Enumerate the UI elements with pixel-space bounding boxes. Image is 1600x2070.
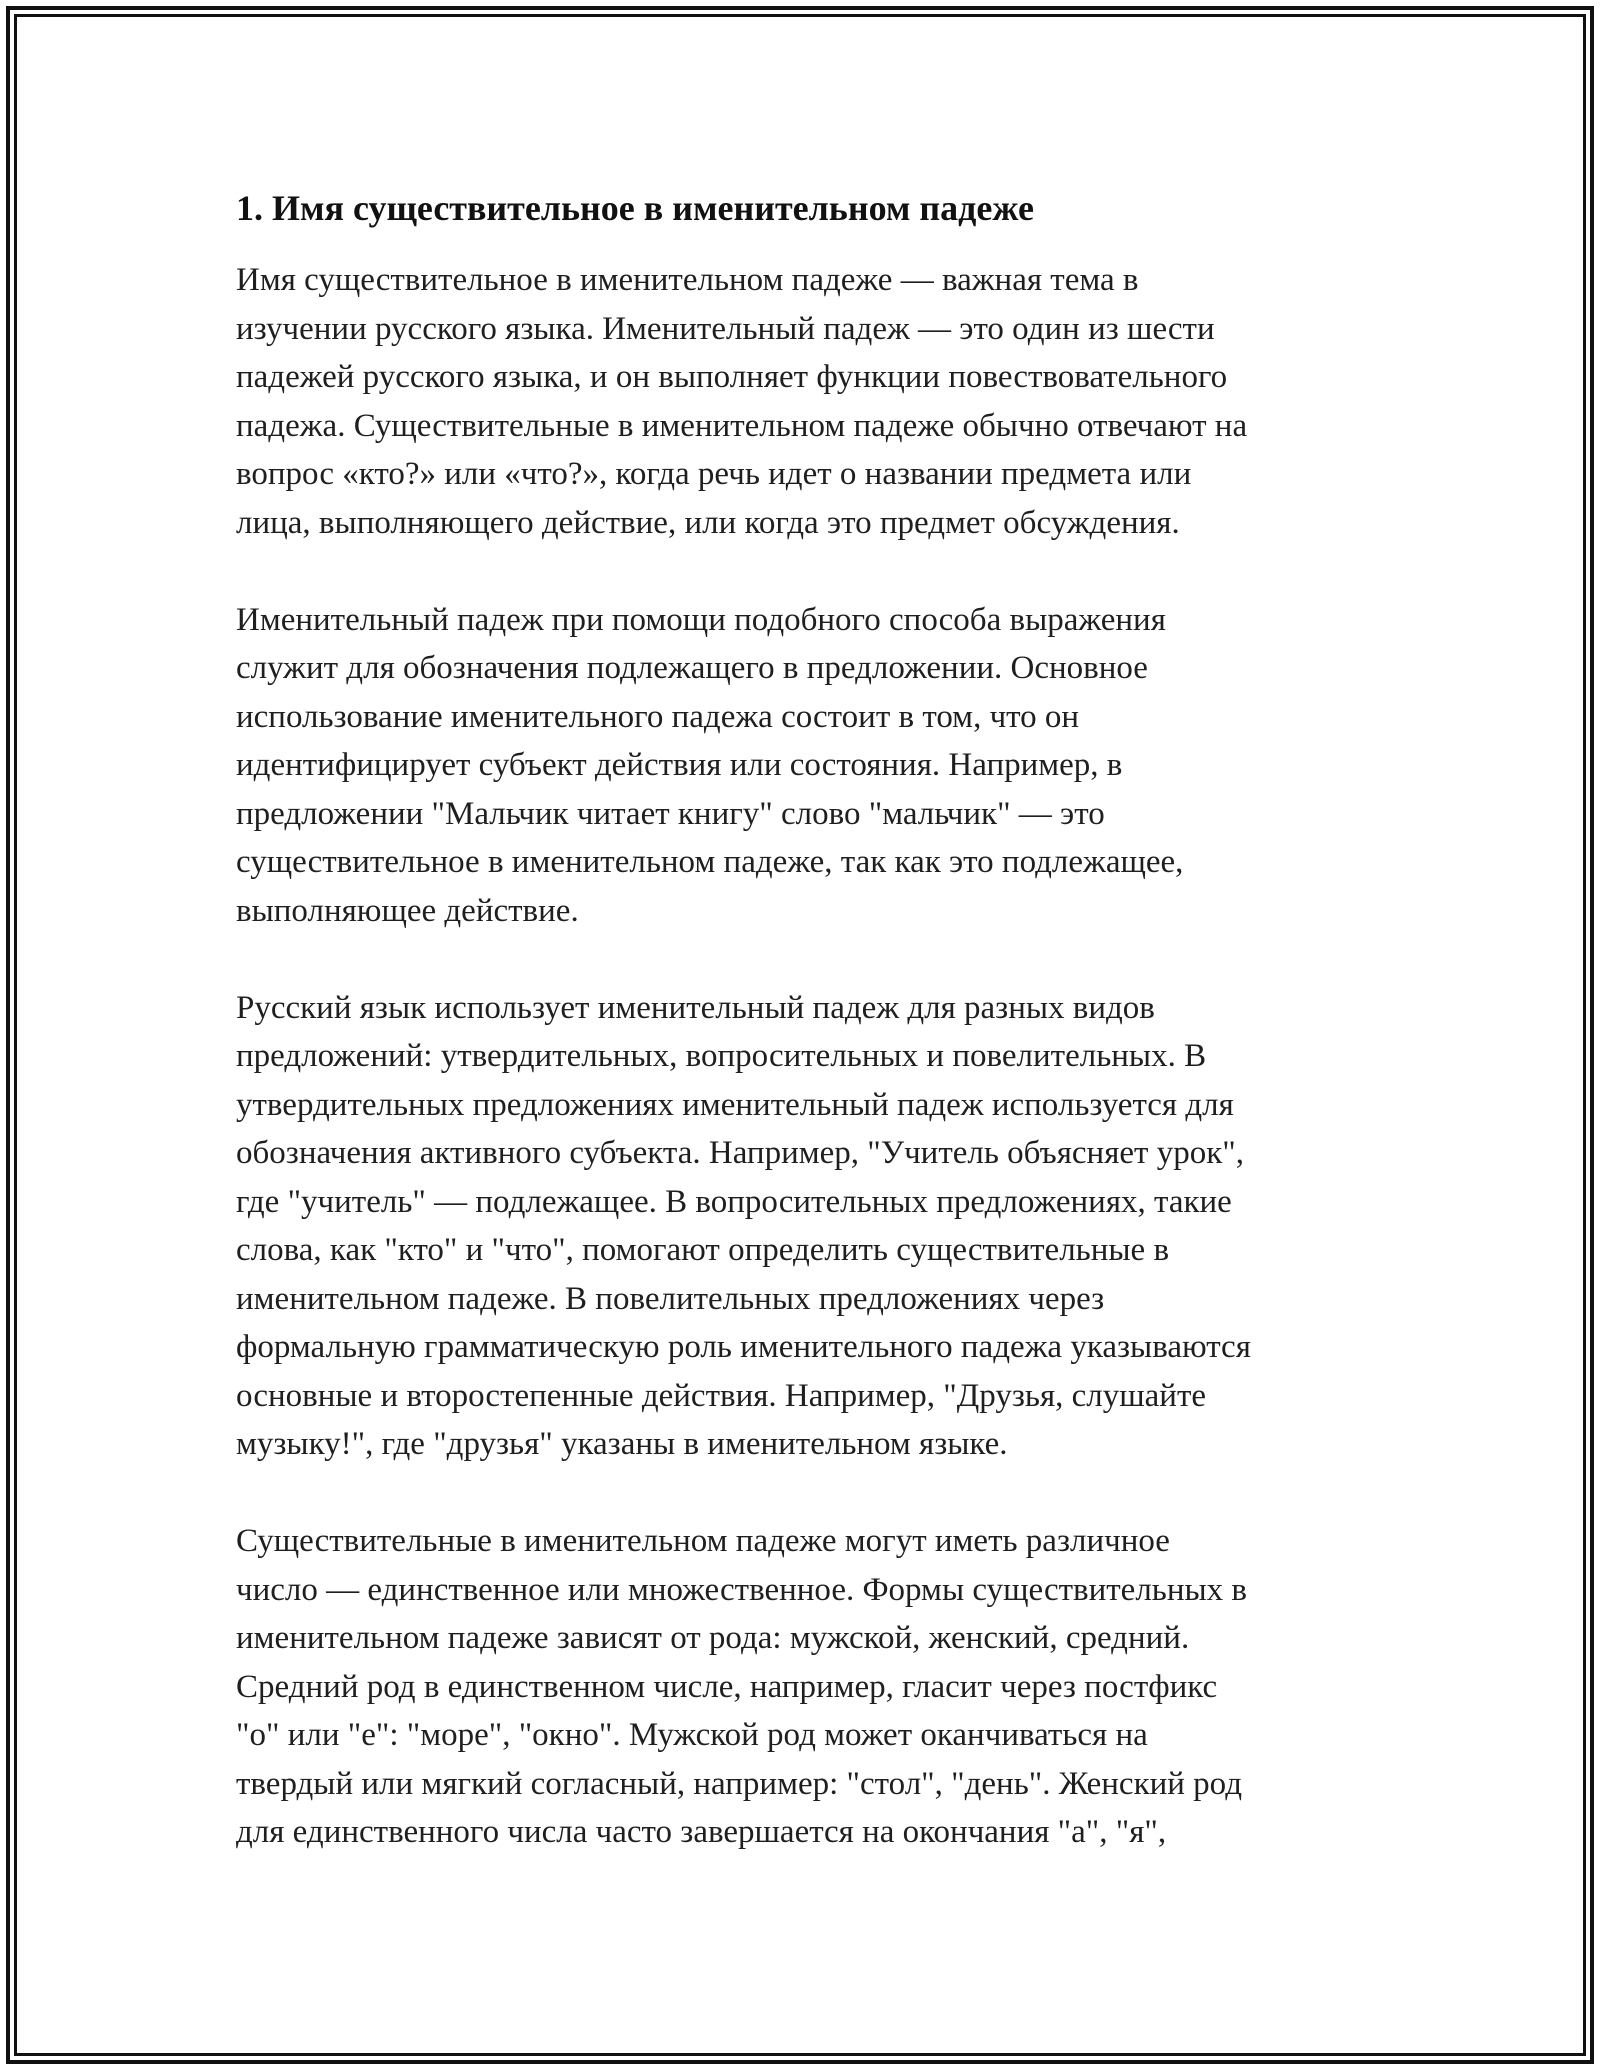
body-paragraph <box>236 256 1376 547</box>
paragraph-line: изучении русского языка. Именительный падеж — это один из шести <box>236 310 1215 347</box>
paragraph-line: число — единственное или множественное. Формы существительных в <box>236 1571 1248 1608</box>
paragraph-line: основные и второстепенные действия. Например, "Друзья, слушайте <box>236 1377 1207 1414</box>
paragraph-line: существительное в именительном падеже, так как это подлежащее, <box>236 844 1184 880</box>
paragraph-line: твердый или мягкий согласный, например: "стол", "день". Женский род <box>236 1765 1243 1802</box>
paragraph-line: слова, как "кто" и "что", помогают определить существительные в <box>236 1232 1170 1268</box>
paragraph-line: выполняющее действие. <box>236 892 579 929</box>
document-body <box>236 186 1376 1905</box>
paragraph-line: обозначения активного субъекта. Например, "Учитель объясняет урок", <box>236 1135 1244 1171</box>
paragraph-line: падежа. Существительные в именительном падеже обычно отвечают на <box>236 407 1248 444</box>
paragraph-line: Существительные в именительном падеже могут иметь различное <box>236 1523 1170 1559</box>
paragraph-line: предложении "Мальчик читает книгу" слово "мальчик" — это <box>236 795 1105 832</box>
paragraph-line: "о" или "е": "море", "окно". Мужской род может оканчиваться на <box>236 1717 1148 1753</box>
section-heading: 1. Имя существительное в именительном падеже <box>236 188 1034 228</box>
paragraphs-container <box>236 256 1376 1857</box>
paragraph-line: вопрос «кто?» или «что?», когда речь идет о названии предмета или <box>236 456 1192 492</box>
paragraph-line: лица, выполняющего действие, или когда это предмет обсуждения. <box>236 504 1180 541</box>
paragraph-line: предложений: утвердительных, вопросительных и повелительных. В <box>236 1038 1207 1074</box>
paragraph-line: служит для обозначения подлежащего в предложении. Основное <box>236 650 1148 686</box>
paragraph-line: Средний род в единственном числе, например, гласит через постфикс <box>236 1668 1218 1705</box>
paragraph-line: использование именительного падежа состоит в том, что он <box>236 698 1080 735</box>
paragraph-line: музыку!", где "друзья" указаны в именительном языке. <box>236 1426 1008 1462</box>
body-paragraph <box>236 1517 1376 1857</box>
body-paragraph <box>236 984 1376 1469</box>
paragraph-line: идентифицирует субъект действия или состояния. Например, в <box>236 747 1123 783</box>
paragraph-line: Именительный падеж при помощи подобного способа выражения <box>236 601 1166 638</box>
paragraph-line: Русский язык использует именительный падеж для разных видов <box>236 989 1155 1026</box>
paragraph-line: именительном падеже. В повелительных предложениях через <box>236 1280 1105 1317</box>
paragraph-line: Имя существительное в именительном падеже — важная тема в <box>236 262 1139 298</box>
paragraph-line: утвердительных предложениях именительный падеж используется для <box>236 1086 1234 1123</box>
paragraph-line: для единственного числа часто завершается на окончания "а", "я", <box>236 1814 1167 1850</box>
paragraph-line: где "учитель" — подлежащее. В вопросительных предложениях, такие <box>236 1183 1232 1220</box>
paragraph-line: формальную грамматическую роль именительного падежа указываются <box>236 1329 1251 1365</box>
body-paragraph <box>236 596 1376 936</box>
paragraph-line: падежей русского языка, и он выполняет функции повествовательного <box>236 359 1228 395</box>
paragraph-line: именительном падеже зависят от рода: мужской, женский, средний. <box>236 1620 1190 1656</box>
